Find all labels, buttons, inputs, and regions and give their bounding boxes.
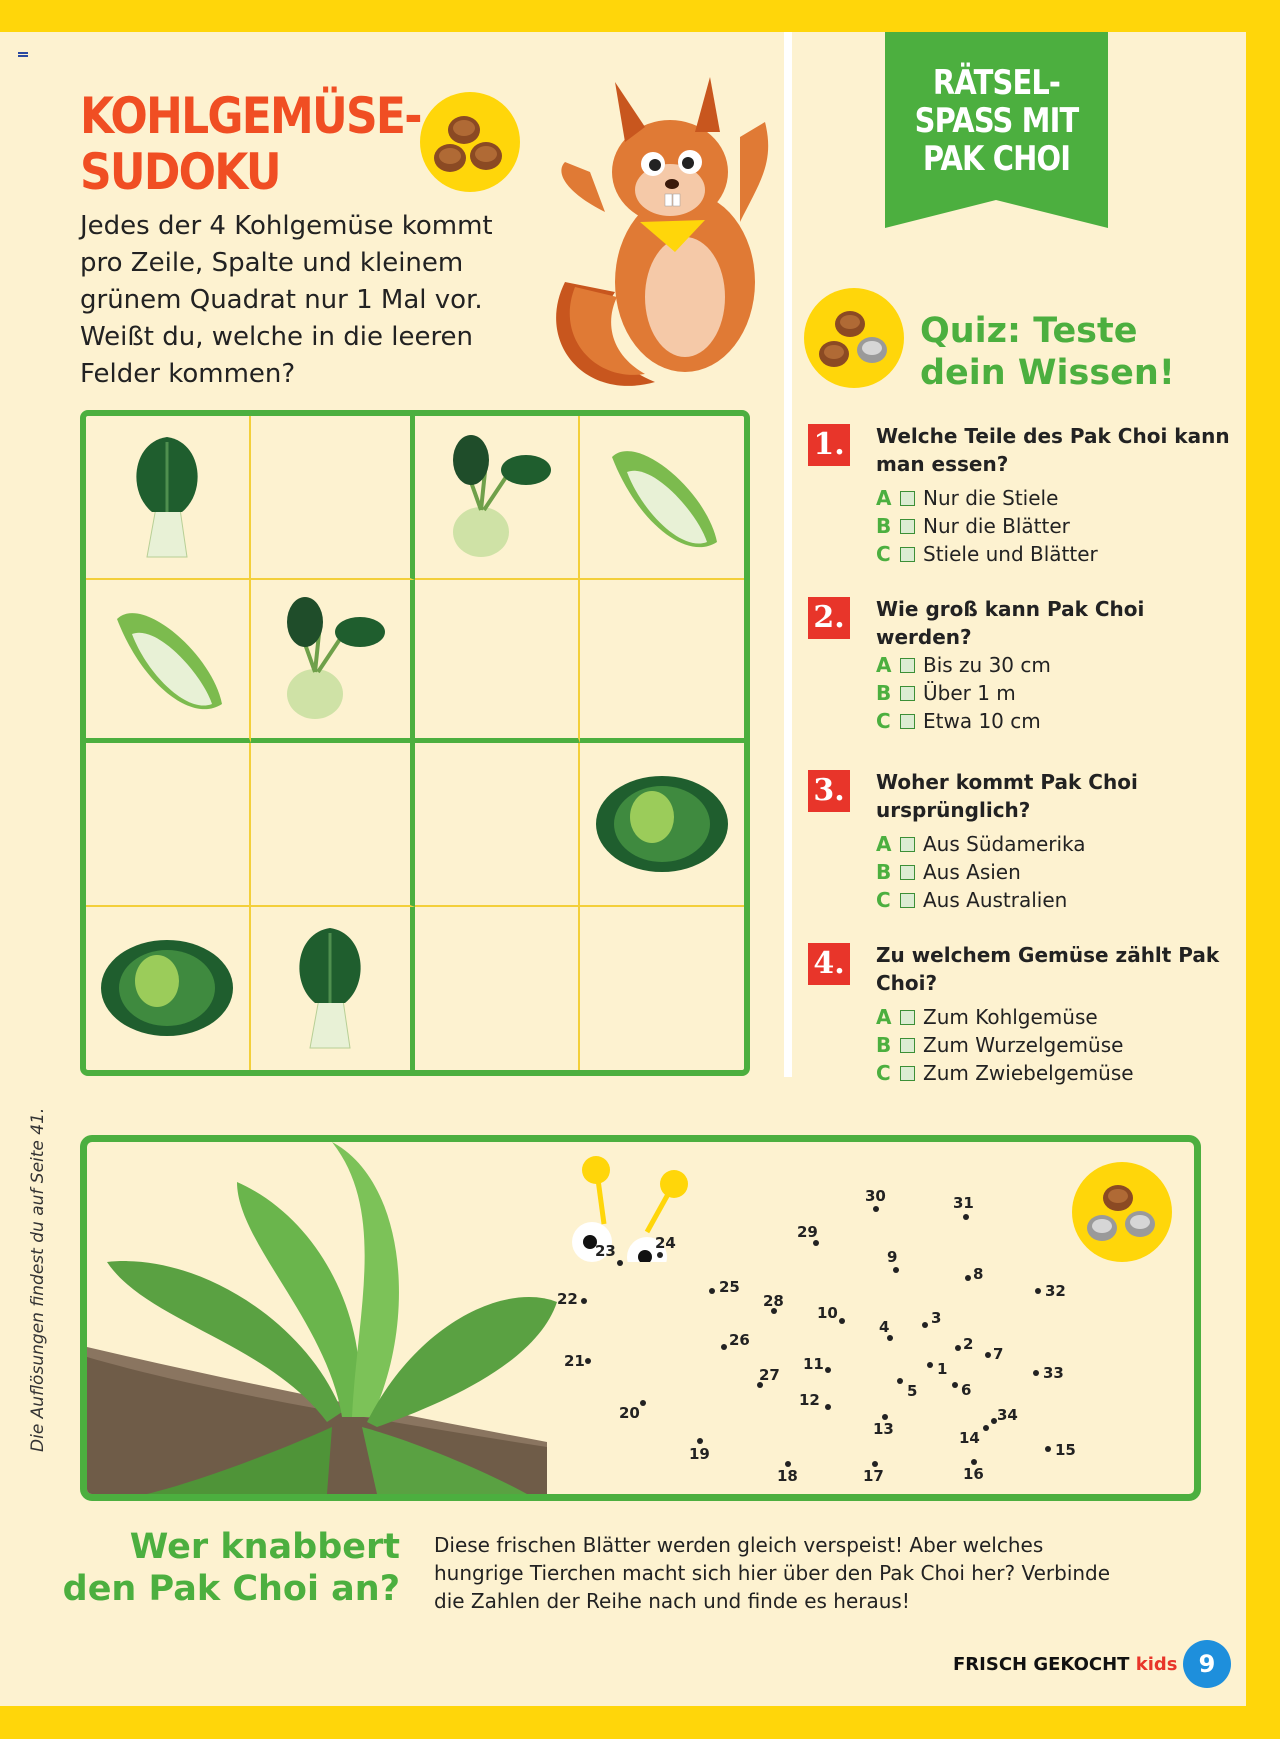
- dot-to-dot-panel: [80, 1135, 1201, 1501]
- option-text: Bis zu 30 cm: [923, 653, 1051, 677]
- dot-point[interactable]: [697, 1438, 703, 1444]
- squirrel-icon: [545, 72, 785, 412]
- brand-name: FRISCH GEKOCHT: [953, 1654, 1130, 1675]
- option-text: Aus Australien: [923, 888, 1068, 912]
- sudoku-cell-empty[interactable]: [415, 743, 580, 907]
- chinakohl-icon: [597, 432, 727, 562]
- option-letter: A: [876, 486, 892, 510]
- sudoku-cell-chinakohl: [580, 416, 745, 580]
- dot-point[interactable]: [839, 1318, 845, 1324]
- dot-label: 33: [1043, 1364, 1064, 1382]
- dot-point[interactable]: [617, 1260, 623, 1266]
- checkbox[interactable]: [900, 547, 915, 562]
- dot-label: 31: [953, 1194, 974, 1212]
- dot-label: 14: [959, 1429, 980, 1447]
- dot-point[interactable]: [952, 1382, 958, 1388]
- dot-point[interactable]: [1033, 1370, 1039, 1376]
- dot-label: 17: [863, 1467, 884, 1485]
- dot-point[interactable]: [640, 1400, 646, 1406]
- sudoku-title-line1: KOHLGEMÜSE-: [80, 87, 421, 145]
- sudoku-cell-empty[interactable]: [580, 907, 745, 1071]
- sudoku-cell-pak-choi: [86, 416, 251, 580]
- dot-point[interactable]: [897, 1378, 903, 1384]
- option-text: Zum Zwiebelgemüse: [923, 1061, 1134, 1085]
- dot-label: 21: [564, 1352, 585, 1370]
- answer-option[interactable]: [876, 830, 1236, 858]
- option-text: Aus Südamerika: [923, 832, 1086, 856]
- question-number: 4.: [808, 943, 850, 985]
- dot-label: 32: [1045, 1282, 1066, 1300]
- checkbox[interactable]: [900, 837, 915, 852]
- nut-badge-icon: [1072, 1162, 1172, 1262]
- option-letter: B: [876, 860, 892, 884]
- option-text: Nur die Blätter: [923, 514, 1070, 538]
- dot-label: 30: [865, 1187, 886, 1205]
- dot-point[interactable]: [985, 1352, 991, 1358]
- dot-label: 2: [963, 1335, 974, 1353]
- page-number: 9: [1183, 1640, 1231, 1688]
- checkbox[interactable]: [900, 686, 915, 701]
- dot-point[interactable]: [657, 1252, 663, 1258]
- option-letter: A: [876, 832, 892, 856]
- banner-text: [902, 64, 1092, 178]
- dot-label: 34: [997, 1406, 1018, 1424]
- column-divider: [784, 32, 792, 1077]
- dot-puzzle-instructions: Diese frischen Blätter werden gleich verspeist! Aber welches hungrige Tierchen macht sich hier über den Pak Choi her? Verbinde die Zahlen der Reihe nach und finde es heraus!: [434, 1533, 1111, 1613]
- option-text: Etwa 10 cm: [923, 709, 1041, 733]
- dot-puzzle-title-line2: den Pak Choi an?: [62, 1569, 400, 1609]
- quiz-title-line1: Quiz: Teste: [920, 311, 1138, 351]
- dot-label: 23: [595, 1242, 616, 1260]
- option-letter: B: [876, 681, 892, 705]
- checkbox[interactable]: [900, 1010, 915, 1025]
- sudoku-cell-empty[interactable]: [86, 743, 251, 907]
- question-text: Zu welchem Gemüse zählt Pak Choi?: [876, 943, 1220, 995]
- nut-badge-icon: [420, 92, 520, 192]
- dot-point[interactable]: [1035, 1288, 1041, 1294]
- magazine-page: [0, 32, 1246, 1706]
- dot-label: 26: [729, 1331, 750, 1349]
- checkbox[interactable]: [900, 491, 915, 506]
- option-letter: C: [876, 542, 891, 566]
- sudoku-cell-kohlrabi: [415, 416, 580, 580]
- checkbox[interactable]: [900, 519, 915, 534]
- option-letter: B: [876, 514, 892, 538]
- question-text: Welche Teile des Pak Choi kann man essen?: [876, 424, 1230, 476]
- answer-option[interactable]: [876, 651, 1236, 679]
- option-letter: C: [876, 1061, 891, 1085]
- dot-point[interactable]: [955, 1345, 961, 1351]
- option-text: Zum Wurzelgemüse: [923, 1033, 1124, 1057]
- quiz-title-line2: dein Wissen!: [920, 353, 1175, 393]
- answer-option[interactable]: [876, 707, 1236, 735]
- checkbox[interactable]: [900, 1066, 915, 1081]
- banner-line1: RÄTSEL-: [932, 63, 1061, 103]
- sudoku-cell-empty[interactable]: [415, 580, 580, 744]
- sudoku-cell-kohlrabi: [251, 580, 416, 744]
- dot-label: 3: [931, 1309, 942, 1327]
- sudoku-cell-wirsing: [86, 907, 251, 1071]
- corner-mark: [18, 52, 28, 57]
- answer-option[interactable]: [876, 512, 1236, 540]
- caterpillar-face-icon: [532, 1152, 702, 1262]
- banner-line3: PAK CHOI: [922, 139, 1071, 179]
- sudoku-cell-empty[interactable]: [580, 580, 745, 744]
- option-letter: C: [876, 709, 891, 733]
- dot-label: 1: [937, 1360, 948, 1378]
- option-text: Aus Asien: [923, 860, 1021, 884]
- option-letter: A: [876, 1005, 892, 1029]
- dot-label: 9: [887, 1248, 898, 1266]
- dot-point[interactable]: [963, 1214, 969, 1220]
- dot-label: 6: [961, 1381, 972, 1399]
- checkbox[interactable]: [900, 658, 915, 673]
- answer-option[interactable]: [876, 1031, 1236, 1059]
- dot-label: 5: [907, 1382, 918, 1400]
- option-text: Nur die Stiele: [923, 486, 1059, 510]
- dot-label: 22: [557, 1290, 578, 1308]
- sudoku-cell-empty[interactable]: [415, 907, 580, 1071]
- dot-label: 28: [763, 1292, 784, 1310]
- kohlrabi-icon: [436, 432, 556, 562]
- dot-point[interactable]: [965, 1275, 971, 1281]
- kohlrabi-icon: [270, 594, 390, 724]
- solutions-note: Die Auflösungen findest du auf Seite 41.: [28, 1107, 48, 1452]
- question-number: 1.: [808, 424, 850, 466]
- question-number: 3.: [808, 770, 850, 812]
- dot-point[interactable]: [825, 1367, 831, 1373]
- sudoku-cell-empty[interactable]: [251, 416, 416, 580]
- brand-kids: kids: [1135, 1654, 1178, 1675]
- answer-option[interactable]: [876, 484, 1236, 512]
- dot-point[interactable]: [585, 1358, 591, 1364]
- dot-label: 4: [879, 1318, 890, 1336]
- sudoku-cell-empty[interactable]: [251, 743, 416, 907]
- dot-point[interactable]: [922, 1322, 928, 1328]
- checkbox[interactable]: [900, 865, 915, 880]
- answer-option[interactable]: [876, 679, 1236, 707]
- dot-label: 13: [873, 1420, 894, 1438]
- checkbox[interactable]: [900, 1038, 915, 1053]
- answer-option[interactable]: [876, 1003, 1236, 1031]
- checkbox[interactable]: [900, 714, 915, 729]
- wirsing-icon: [97, 933, 237, 1043]
- footer-brand: [953, 1654, 1177, 1675]
- dot-label: 15: [1055, 1441, 1076, 1459]
- dot-label: 19: [689, 1445, 710, 1463]
- sudoku-title: [80, 87, 421, 201]
- answer-option[interactable]: [876, 540, 1236, 568]
- nut-badge-icon: [804, 288, 904, 388]
- option-letter: C: [876, 888, 891, 912]
- dot-label: 10: [817, 1304, 838, 1322]
- option-text: Über 1 m: [923, 681, 1016, 705]
- option-letter: B: [876, 1033, 892, 1057]
- dot-point[interactable]: [893, 1267, 899, 1273]
- question-number: 2.: [808, 597, 850, 639]
- answer-option[interactable]: [876, 1059, 1236, 1087]
- pak-choi-icon: [117, 432, 217, 562]
- dot-label: 11: [803, 1355, 824, 1373]
- sudoku-instructions: Jedes der 4 Kohlgemüse kommt pro Zeile, Spalte und kleinem grünem Quadrat nur 1 Mal vor. Weißt du, welche in die leeren Felder kommen?: [80, 211, 493, 389]
- dot-label: 18: [777, 1467, 798, 1485]
- dot-label: 20: [619, 1404, 640, 1422]
- dot-point[interactable]: [581, 1298, 587, 1304]
- sudoku-cell-chinakohl: [86, 580, 251, 744]
- question-text: Woher kommt Pak Choi ursprünglich?: [876, 770, 1138, 822]
- dot-label: 27: [759, 1366, 780, 1384]
- option-letter: A: [876, 653, 892, 677]
- dot-label: 29: [797, 1223, 818, 1241]
- answer-option[interactable]: [876, 858, 1236, 886]
- banner-line2: SPASS MIT: [914, 101, 1079, 141]
- dot-point[interactable]: [825, 1404, 831, 1410]
- dot-puzzle-title-line1: Wer knabbert: [129, 1527, 400, 1567]
- dot-point[interactable]: [709, 1288, 715, 1294]
- dot-label: 7: [993, 1345, 1004, 1363]
- sudoku-cell-pak-choi: [251, 907, 416, 1071]
- dot-label: 16: [963, 1465, 984, 1483]
- chinakohl-icon: [102, 594, 232, 724]
- dot-label: 8: [973, 1265, 984, 1283]
- question-text: Wie groß kann Pak Choi werden?: [876, 597, 1145, 649]
- dot-point[interactable]: [721, 1344, 727, 1350]
- dot-label: 25: [719, 1278, 740, 1296]
- option-text: Zum Kohlgemüse: [923, 1005, 1098, 1029]
- answer-option[interactable]: [876, 886, 1236, 914]
- dot-point[interactable]: [927, 1362, 933, 1368]
- option-text: Stiele und Blätter: [923, 542, 1098, 566]
- dot-label: 24: [655, 1234, 676, 1252]
- pak-choi-icon: [280, 923, 380, 1053]
- sudoku-title-line2: SUDOKU: [80, 143, 280, 201]
- sudoku-cell-wirsing: [580, 743, 745, 907]
- checkbox[interactable]: [900, 893, 915, 908]
- wirsing-icon: [592, 769, 732, 879]
- quiz-title: [920, 310, 1175, 394]
- dot-point[interactable]: [983, 1425, 989, 1431]
- dot-puzzle-title: [60, 1526, 400, 1610]
- dot-point[interactable]: [873, 1206, 879, 1212]
- dot-label: 12: [799, 1391, 820, 1409]
- sudoku-grid: [80, 410, 750, 1076]
- dot-point[interactable]: [1045, 1446, 1051, 1452]
